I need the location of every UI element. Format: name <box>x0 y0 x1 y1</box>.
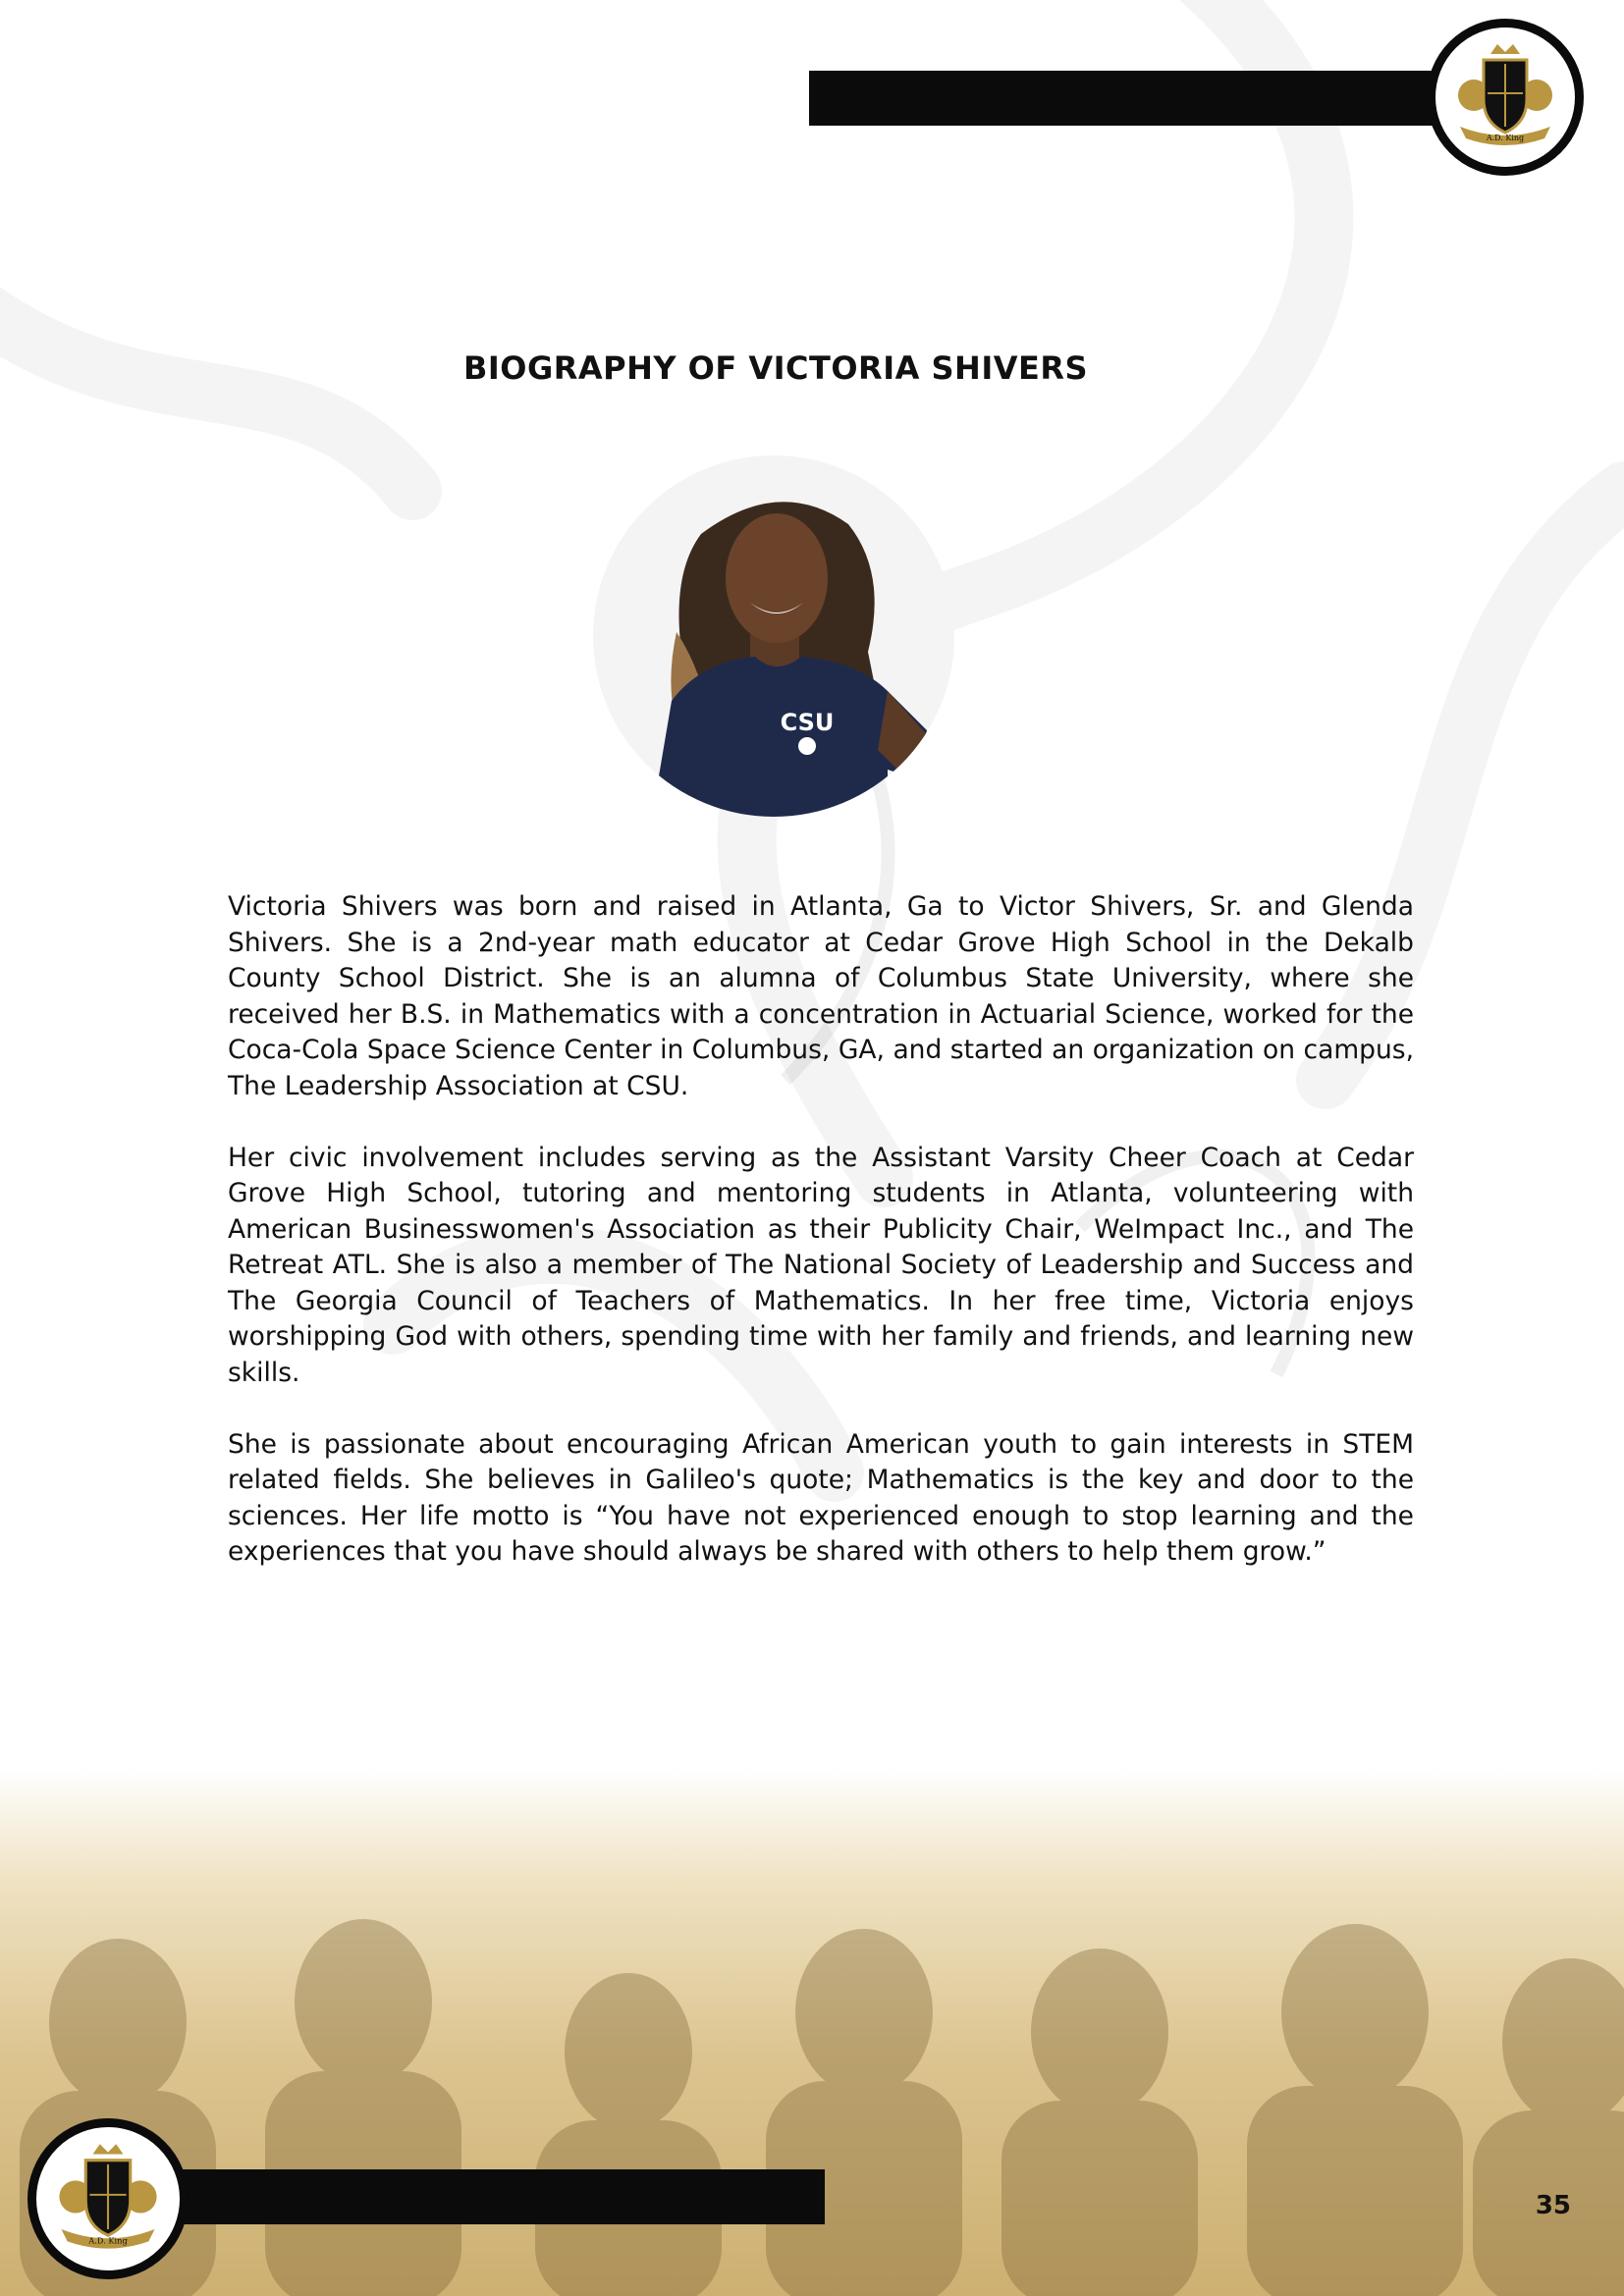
bio-paragraph-3: She is passionate about encouraging African American youth to gain interests in STEM related fields. She believes in Galileo's quote; Mathematics is the key and door to the sciences. Her life motto is “You have not experienced enough to stop learning and the experiences that you have should always be shared with others to help them grow.” <box>228 1428 1414 1567</box>
biography-body <box>228 889 1414 1606</box>
svg-text:A.D. King: A.D. King <box>88 2235 128 2246</box>
page-title: BIOGRAPHY OF VICTORIA SHIVERS <box>462 349 1089 387</box>
portrait-photo <box>593 455 954 817</box>
bio-paragraph-1: Victoria Shivers was born and raised in Atlanta, Ga to Victor Shivers, Sr. and Glenda Shivers. She is a 2nd-year math educator at Cedar Grove High School in the Dekalb County School District. She is an alumna of Columbus State University, where she received her B.S. in Mathematics with a concentration in Actuarial Science, worked for the Coca-Cola Space Science Center in Columbus, GA, and started an organization on campus, The Leadership Association at CSU. <box>228 891 1414 1101</box>
crest-logo-icon <box>1446 38 1564 156</box>
logo-emblem-top <box>1427 19 1584 176</box>
header-bar <box>809 71 1437 126</box>
footer-bar <box>177 2169 825 2224</box>
svg-text:A.D. King: A.D. King <box>1486 133 1525 142</box>
logo-emblem-bottom <box>27 2118 189 2279</box>
page-number: 35 <box>1535 2191 1571 2220</box>
crest-logo-icon <box>47 2138 169 2260</box>
vintage-group-photo <box>0 1865 1624 2296</box>
svg-text:CSU: CSU <box>780 709 835 736</box>
bio-paragraph-2: Her civic involvement includes serving as the Assistant Varsity Cheer Coach at Cedar Grove High School, tutoring and mentoring students in Atlanta, volunteering with American Businesswomen's Association as their Publicity Chair, WeImpact Inc., and The Retreat ATL. She is also a member of The National Society of Leadership and Success and The Georgia Council of Teachers of Mathematics. In her free time, Victoria enjoys worshipping God with others, spending time with her family and friends, and learning new skills. <box>228 1142 1414 1388</box>
